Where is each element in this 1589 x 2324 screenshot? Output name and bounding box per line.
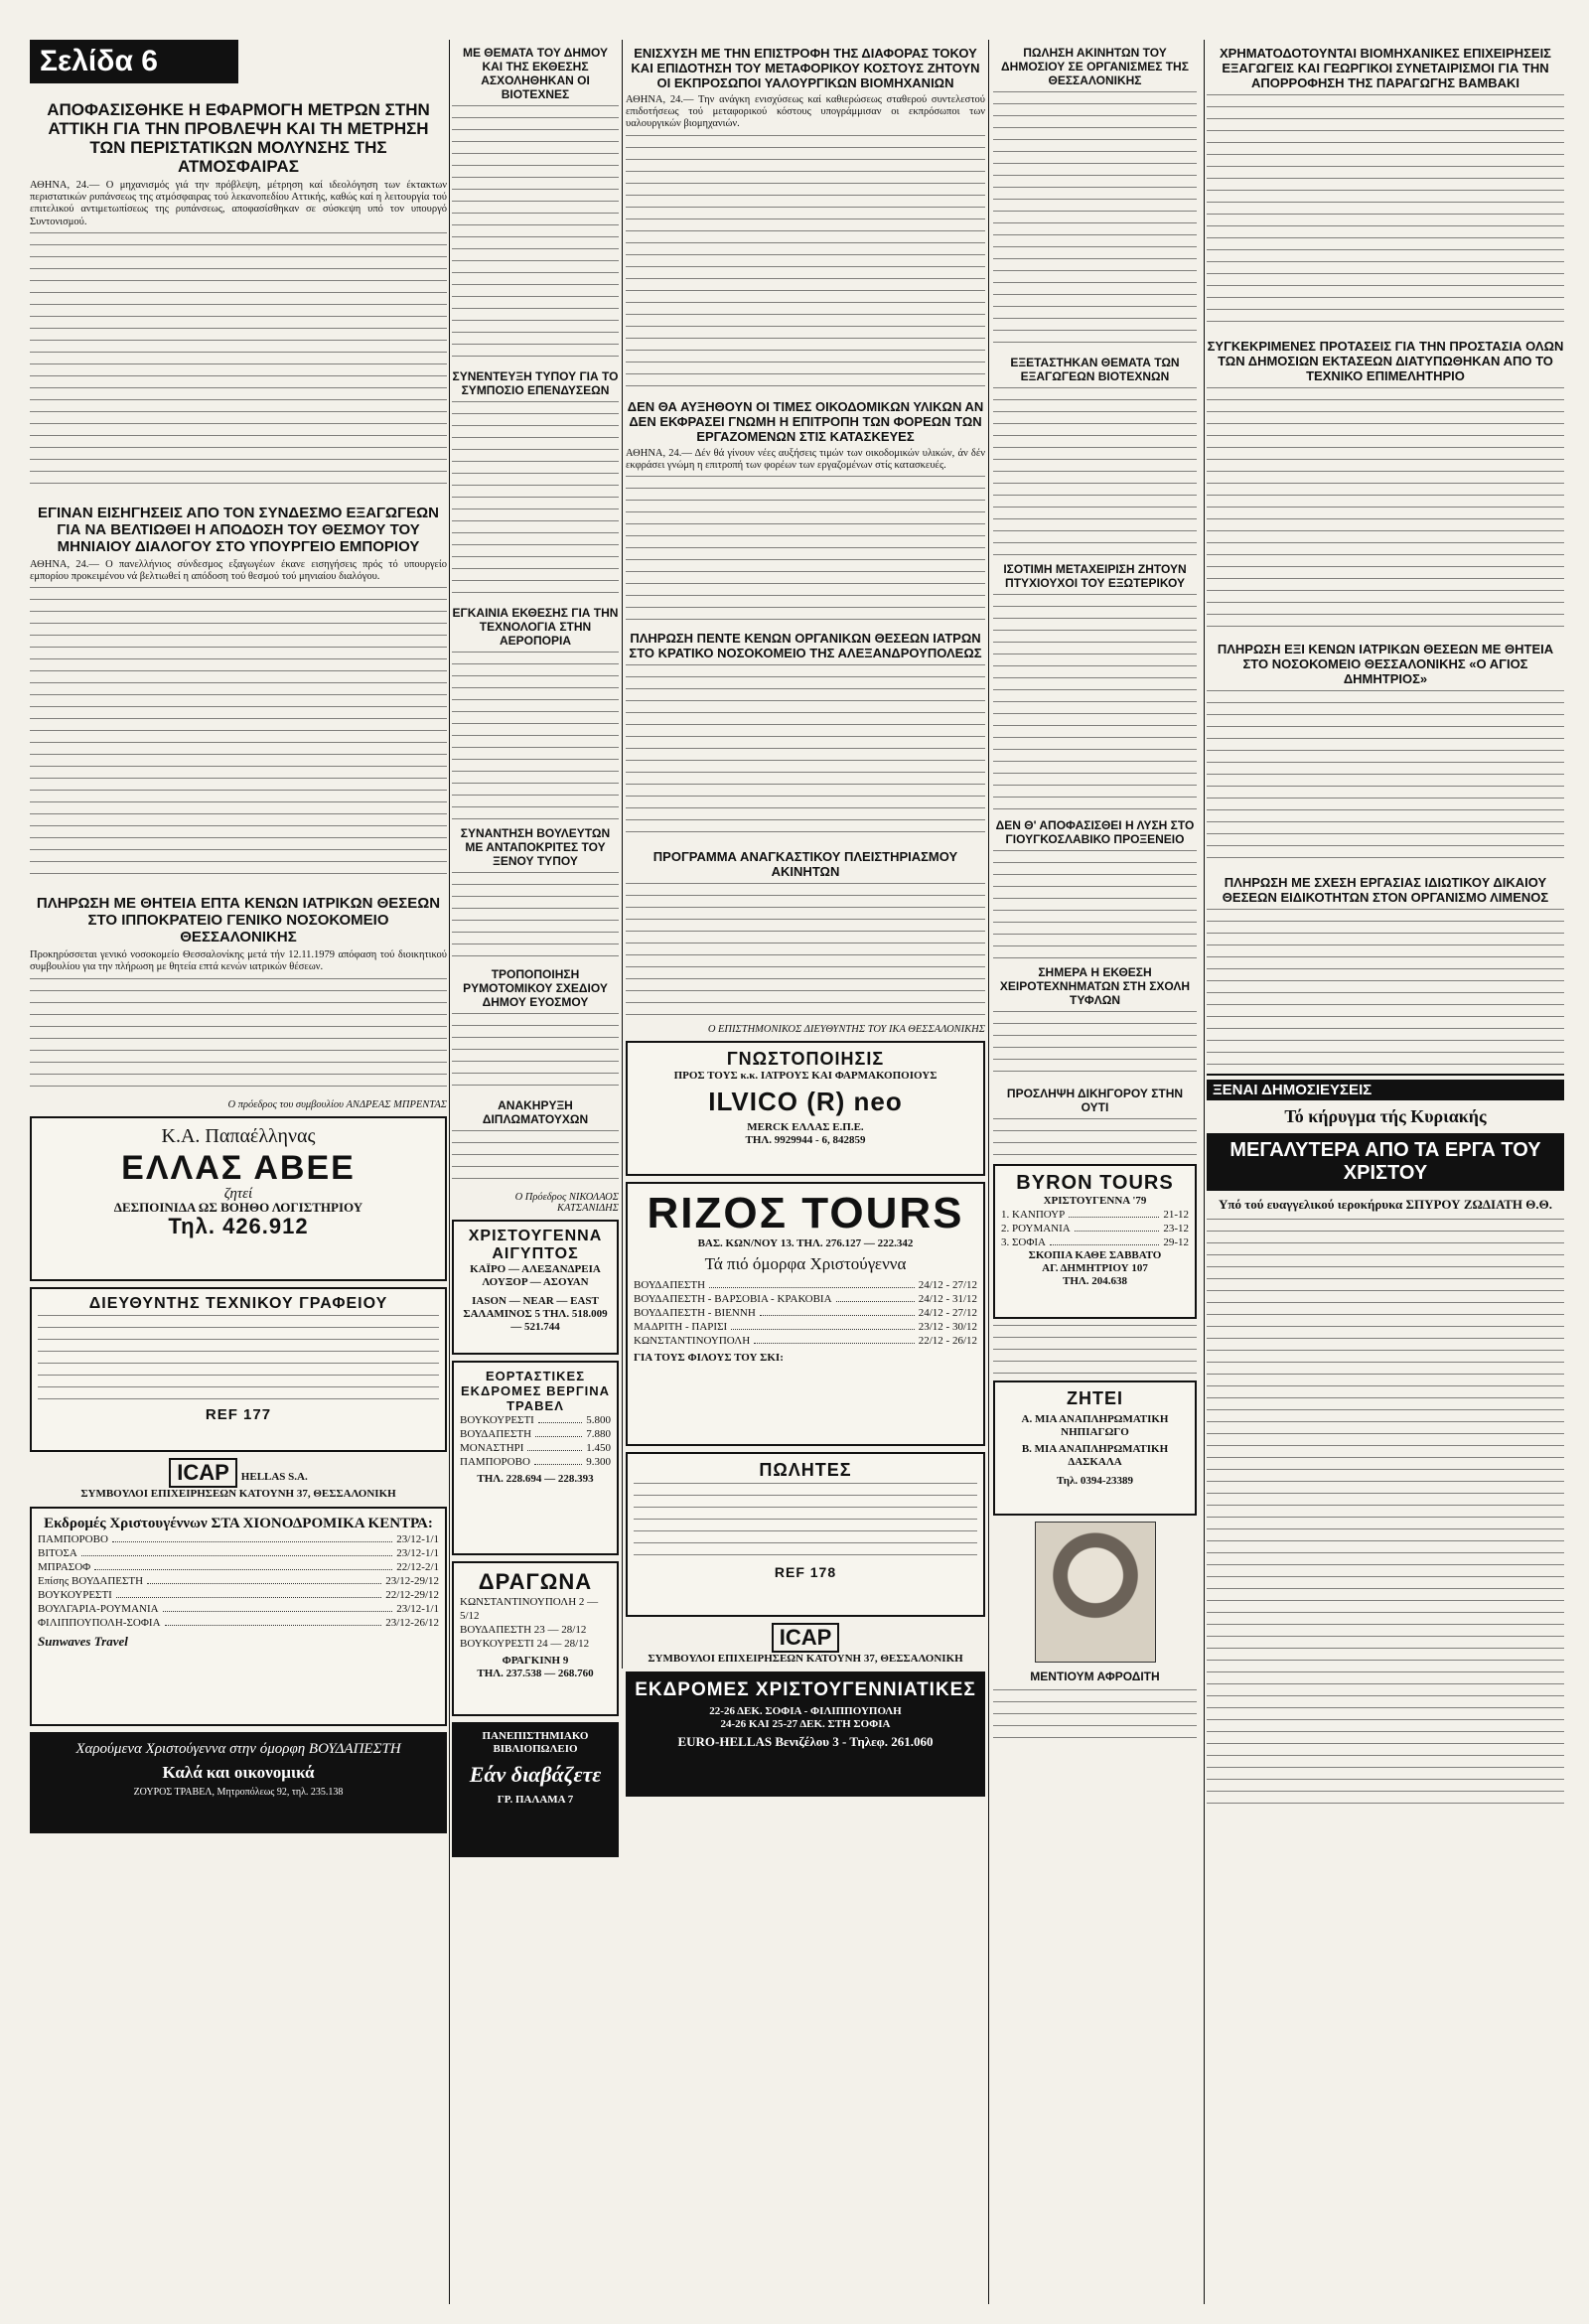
ad-row-value: 22/12-29/12 bbox=[385, 1588, 439, 1601]
ad-sub: ΧΡΙΣΤΟΥΓΕΝΝΑ '79 bbox=[1043, 1195, 1147, 1207]
ad-row bbox=[460, 1455, 611, 1469]
leader-dots bbox=[147, 1574, 381, 1584]
ad-line: 24-26 ΚΑΙ 25-27 ΔΕΚ. ΣΤΗ ΣΟΦΙΑ bbox=[720, 1718, 891, 1731]
leader-dots bbox=[538, 1413, 582, 1423]
leader-dots bbox=[754, 1334, 915, 1344]
ad-rows bbox=[460, 1595, 611, 1651]
ad-row-label: ΜΑΔΡΙΤΗ - ΠΑΡΙΣΙ bbox=[634, 1321, 728, 1334]
ad-ref: REF 178 bbox=[774, 1564, 837, 1581]
ad-row bbox=[460, 1595, 611, 1623]
article-body bbox=[993, 1118, 1197, 1158]
leader-dots bbox=[527, 1441, 582, 1451]
headline: ΕΞΕΤΑΣΤΗΚΑΝ ΘΕΜΑΤΑ ΤΩΝ ΕΞΑΓΩΓΕΩΝ ΒΙΟΤΕΧΝΩΝ bbox=[1010, 356, 1180, 383]
article-body bbox=[626, 664, 985, 843]
byline: Υπό τού ευαγγελικού ιεροκήρυκα ΣΠΥΡΟΥ ΖΩΔΙΑΤΗ Θ.Θ. bbox=[1218, 1197, 1552, 1212]
ad-product: ILVICO (R) neo bbox=[708, 1087, 903, 1117]
ad-row-value: 23/12 - 30/12 bbox=[918, 1321, 977, 1334]
article-body bbox=[30, 232, 447, 491]
ad-row-value: 21-12 bbox=[1163, 1209, 1189, 1221]
ad-phone: ΤΗΛ. 237.538 — 268.760 bbox=[477, 1668, 594, 1679]
headline: ΕΝΙΣΧΥΣΗ ΜΕ ΤΗΝ ΕΠΙΣΤΡΟΦΗ ΤΗΣ ΔΙΑΦΟΡΑΣ ΤΟΚΟΥ ΚΑΙ ΕΠΙΔΟΤΗΣΗ ΤΟΥ ΜΕΤΑΦΟΡΙΚΟΥ ΚΟΣΤΟΥΣ ΖΗΤΟΥΝ ΟΙ ΕΚΠΡΟΣΩΠΟΙ ΥΑΛΟΥΡΓΙΚΩΝ ΒΙΟΜΗΧΑΝΙΩΝ bbox=[631, 46, 980, 90]
ad-row-label: ΒΟΥΔΑΠΕΣΤΗ - ΒΙΕΝΝΗ bbox=[634, 1307, 756, 1320]
headline: ΔΕΝ ΘΑ ΑΥΞΗΘΟΥΝ ΟΙ ΤΙΜΕΣ ΟΙΚΟΔΟΜΙΚΩΝ ΥΛΙΚΩΝ ΑΝ ΔΕΝ ΕΚΦΡΑΣΕΙ ΓΝΩΜΗ Η ΕΠΙΤΡΟΠΗ ΤΩΝ ΦΟΡΕΩΝ ΤΩΝ ΕΡΓΑΖΟΜΕΝΩΝ ΣΤΙΣ ΚΑΤΑΣΚΕΥΕΣ bbox=[627, 398, 984, 444]
ad-row-label: ΒΙΤΟΣΑ bbox=[38, 1546, 77, 1559]
ad-row bbox=[38, 1616, 439, 1630]
headline: ΧΡΗΜΑΤΟΔΟΤΟΥΝΤΑΙ ΒΙΟΜΗΧΑΝΙΚΕΣ ΕΠΙΧΕΙΡΗΣΕΙΣ ΕΞΑΓΩΓΕΙΣ ΚΑΙ ΓΕΩΡΓΙΚΟΙ ΣΥΝΕΤΑΙΡΙΣΜΟΙ ΓΙΑ ΤΗΝ ΑΠΟΡΡΟΦΗΣΗ ΤΗΣ ΠΑΡΑΓΩΓΗΣ ΒΑΜΒΑΚΙ bbox=[1220, 46, 1551, 90]
signature: Ο ΕΠΙΣΤΗΜΟΝΙΚΟΣ ΔΙΕΥΘΥΝΤΗΣ ΤΟΥ ΙΚΑ ΘΕΣΣΑΛΟΝΙΚΗΣ bbox=[707, 1024, 985, 1036]
leader-dots bbox=[731, 1320, 915, 1330]
ad-row-value: 1.450 bbox=[586, 1442, 611, 1454]
ad-row-label: ΠΑΜΠΟΡΟΒΟ bbox=[38, 1532, 108, 1545]
headline: ΤΡΟΠΟΠΟΙΗΣΗ ΡΥΜΟΤΟΜΙΚΟΥ ΣΧΕΔΙΟΥ ΔΗΜΟΥ ΕΥΟΣΜΟΥ bbox=[463, 967, 608, 1009]
ad-line: ΓΡ. ΠΑΛΑΜΑ 7 bbox=[497, 1794, 574, 1806]
headline: ΕΓΙΝΑΝ ΕΙΣΗΓΗΣΕΙΣ ΑΠΟ ΤΟΝ ΣΥΝΔΕΣΜΟ ΕΞΑΓΩΓΕΩΝ ΓΙΑ ΝΑ ΒΕΛΤΙΩΘΕΙ Η ΑΠΟΔΟΣΗ ΤΟΥ ΘΕΣΜΟΥ ΤΟΥ ΜΗΝΙΑΙΟΥ ΔΙΑΛΟΓΟΥ ΣΤΟ ΥΠΟΥΡΓΕΙΟ ΕΜΠΟΡΙΟΥ bbox=[38, 504, 439, 555]
column-2 bbox=[452, 40, 619, 1863]
article-body bbox=[30, 587, 447, 885]
ad-egypt bbox=[452, 1220, 619, 1355]
column-rule bbox=[449, 40, 450, 2304]
headline: ΜΕ ΘΕΜΑΤΑ ΤΟΥ ΔΗΜΟΥ ΚΑΙ ΤΗΣ ΕΚΘΕΣΗΣ ΑΣΧΟΛΗΘΗΚΑΝ ΟΙ ΒΙΟΤΕΧΝΕΣ bbox=[462, 46, 609, 101]
ad-footer: ΣΚΟΠΙΑ ΚΑΘΕ ΣΑΒΒΑΤΟ bbox=[1028, 1249, 1162, 1261]
ad-title: ΠΩΛΗΤΕΣ bbox=[759, 1460, 852, 1481]
ad-rows bbox=[38, 1532, 439, 1630]
article-body bbox=[993, 850, 1197, 959]
ad-line: ΠΑΝΕΠΙΣΤΗΜΙΑΚΟ ΒΙΒΛΙΟΠΩΛΕΙΟ bbox=[482, 1730, 589, 1755]
ad-technical-director bbox=[30, 1287, 447, 1452]
ad-row bbox=[1001, 1235, 1189, 1249]
headline: ΙΣΟΤΙΜΗ ΜΕΤΑΧΕΙΡΙΣΗ ΖΗΤΟΥΝ ΠΤΥΧΙΟΥΧΟΙ ΤΟΥ ΕΞΩΤΕΡΙΚΟΥ bbox=[1003, 562, 1187, 590]
ad-row-label: ΒΟΥΔΑΠΕΣΤΗ - ΒΑΡΣΟΒΙΑ - ΚΡΑΚΟΒΙΑ bbox=[634, 1293, 832, 1306]
ad-title: ΕΚΔΡΟΜΕΣ ΧΡΙΣΤΟΥΓΕΝΝΙΑΤΙΚΕΣ bbox=[635, 1679, 976, 1701]
ad-row-label: ΦΙΛΙΠΠΟΥΠΟΛΗ-ΣΟΦΙΑ bbox=[38, 1616, 161, 1629]
ad-title: ΕΟΡΤΑΣΤΙΚΕΣ ΕΚΔΡΟΜΕΣ ΒΕΡΓΙΝΑ ΤΡΑΒΕΛ bbox=[460, 1369, 611, 1413]
ad-row-label: ΠΑΜΠΟΡΟΒΟ bbox=[460, 1456, 530, 1468]
leader-dots bbox=[165, 1616, 382, 1626]
ad-vergina-travel bbox=[452, 1361, 619, 1555]
article-body bbox=[1207, 1219, 1564, 1815]
ad-row-value: 23/12-1/1 bbox=[396, 1602, 439, 1615]
leader-dots bbox=[709, 1278, 915, 1288]
sermon-section bbox=[1207, 1074, 1564, 1815]
ad-christmas-trips bbox=[626, 1671, 985, 1797]
ad-item: Α. ΜΙΑ ΑΝΑΠΛΗΡΩΜΑΤΙΚΗ ΝΗΠΙΑΓΩΓΟ bbox=[1021, 1413, 1169, 1438]
ad-ref: REF 177 bbox=[205, 1405, 272, 1423]
ad-phone: Τηλ. 0394-23389 bbox=[1056, 1475, 1134, 1487]
ad-row-label: ΜΠΡΑΣΟΦ bbox=[38, 1560, 91, 1573]
ad-row bbox=[634, 1278, 977, 1292]
ad-sub: ΠΡΟΣ ΤΟΥΣ κ.κ. ΙΑΤΡΟΥΣ ΚΑΙ ΦΑΡΜΑΚΟΠΟΙΟΥΣ bbox=[673, 1070, 938, 1083]
ad-row bbox=[634, 1320, 977, 1334]
ad-rows bbox=[460, 1413, 611, 1469]
column-rule bbox=[988, 40, 989, 2304]
article-body bbox=[626, 135, 985, 393]
column-5 bbox=[1207, 40, 1564, 1816]
ad-row-value: 7.880 bbox=[586, 1428, 611, 1440]
ad-row bbox=[634, 1334, 977, 1348]
ad-row bbox=[38, 1588, 439, 1602]
article-body bbox=[452, 105, 619, 363]
ad-rows bbox=[1001, 1208, 1189, 1249]
ad-brand: Sunwaves Travel bbox=[38, 1633, 128, 1649]
ad-row bbox=[634, 1292, 977, 1306]
ad-row-label: ΒΟΥΚΟΥΡΕΣΤΙ 24 — 28/12 bbox=[460, 1638, 590, 1650]
ad-row-value: 29-12 bbox=[1163, 1236, 1189, 1248]
article-body bbox=[452, 652, 619, 820]
ad-row-value: 23/12-1/1 bbox=[396, 1546, 439, 1559]
ad-sub: ΚΑΪΡΟ — ΑΛΕΞΑΝΔΡΕΙΑ ΛΟΥΞΟΡ — ΑΣΟΥΑΝ bbox=[470, 1263, 601, 1288]
signature: Ο Πρόεδρος ΝΙΚΟΛΑΟΣ ΚΑΤΣΑΝΙΔΗΣ bbox=[514, 1192, 619, 1214]
ad-phone: Τηλ. 426.912 bbox=[168, 1213, 309, 1238]
ad-ski: ΓΙΑ ΤΟΥΣ ΦΙΛΟΥΣ ΤΟΥ ΣΚΙ: bbox=[634, 1352, 784, 1365]
column-1 bbox=[30, 94, 447, 1839]
icap-ad bbox=[30, 1458, 447, 1501]
ad-row-label: ΒΟΥΚΟΥΡΕΣΤΙ bbox=[38, 1588, 112, 1601]
headline: ΔΕΝ Θ' ΑΠΟΦΑΣΙΣΘΕΙ Η ΛΥΣΗ ΣΤΟ ΓΙΟΥΓΚΟΣΛΑΒΙΚΟ ΠΡΟΞΕΝΕΙΟ bbox=[995, 818, 1195, 846]
ad-row-value: 22/12 - 26/12 bbox=[918, 1335, 977, 1348]
leader-dots bbox=[1050, 1235, 1159, 1245]
headline: ΠΛΗΡΩΣΗ ΜΕ ΣΧΕΣΗ ΕΡΓΑΣΙΑΣ ΙΔΙΩΤΙΚΟΥ ΔΙΚΑΙΟΥ ΘΕΣΕΩΝ ΕΙΔΙΚΟΤΗΤΩΝ ΣΤΟΝ ΟΡΓΑΝΙΣΜΟ ΛΙΜΕΝΟΣ bbox=[1222, 875, 1549, 905]
headline: ΠΛΗΡΩΣΗ ΜΕ ΘΗΤΕΙΑ ΕΠΤΑ ΚΕΝΩΝ ΙΑΤΡΙΚΩΝ ΘΕΣΕΩΝ ΣΤΟ ΙΠΠΟΚΡΑΤΕΙΟ ΓΕΝΙΚΟ ΝΟΣΟΚΟΜΕΙΟ ΘΕΣΣΑΛΟΝΙΚΗΣ bbox=[36, 895, 441, 946]
headline: ΠΛΗΡΩΣΗ ΕΞΙ ΚΕΝΩΝ ΙΑΤΡΙΚΩΝ ΘΕΣΕΩΝ ΜΕ ΘΗΤΕΙΑ ΣΤΟ ΝΟΣΟΚΟΜΕΙΟ ΘΕΣΣΑΛΟΝΙΚΗΣ «Ο ΑΓΙΟΣ ΔΗΜΗΤΡΙΟΣ» bbox=[1217, 642, 1554, 686]
headline: ΣΗΜΕΡΑ Η ΕΚΘΕΣΗ ΧΕΙΡΟΤΕΧΝΗΜΑΤΩΝ ΣΤΗ ΣΧΟΛΗ ΤΥΦΛΩΝ bbox=[999, 965, 1191, 1007]
ad-row bbox=[1001, 1222, 1189, 1235]
article-text: ΑΘΗΝΑ, 24.— Ο μηχανισμός γιά την πρόβλεψη, μέτρηση καί ιδεολόγηση των έκτακτων περιστατικών ρυπάνσεως της ατμόσφαιρας τού λεκανοπεδίου Αττικής, καθώς καί η λειτουργία τού επιτελικού αντιμετωπίσεως της ρυπάνσεως, αποφασίσθηκαν σε σύσκεψη υπό τον υπουργό Συντονισμού. bbox=[30, 180, 447, 227]
ad-address: ΑΓ. ΔΗΜΗΤΡΙΟΥ 107 bbox=[1042, 1262, 1148, 1274]
ad-line: Εάν διαβάζετε bbox=[469, 1762, 602, 1787]
leader-dots bbox=[112, 1532, 392, 1542]
headline: ΠΡΟΓΡΑΜΜΑ ΑΝΑΓΚΑΣΤΙΚΟΥ ΠΛΕΙΣΤΗΡΙΑΣΜΟΥ ΑΚΙΝΗΤΩΝ bbox=[652, 849, 958, 880]
ad-row-label: ΒΟΥΔΑΠΕΣΤΗ bbox=[634, 1279, 706, 1292]
ad-line: Καλά και οικονομικά bbox=[162, 1762, 315, 1782]
ad-title: Εκδρομές Χριστουγέννων ΣΤΑ ΧΙΟΝΟΔΡΟΜΙΚΑ ΚΕΝΤΡΑ: bbox=[44, 1515, 433, 1531]
ad-row-label: 3. ΣΟΦΙΑ bbox=[1001, 1236, 1046, 1248]
article-body bbox=[993, 91, 1197, 350]
headline: ΣΥΝΑΝΤΗΣΗ ΒΟΥΛΕΥΤΩΝ ΜΕ ΑΝΤΑΠΟΚΡΙΤΕΣ ΤΟΥ ΞΕΝΟΥ ΤΥΠΟΥ bbox=[460, 826, 611, 868]
leader-dots bbox=[535, 1427, 582, 1437]
ad-row-value: 24/12 - 27/12 bbox=[918, 1307, 977, 1320]
ad-row-label: ΚΩΝΣΤΑΝΤΙΝΟΥΠΟΛΗ 2 — 5/12 bbox=[460, 1596, 599, 1622]
icap-logo: ICAP bbox=[772, 1623, 840, 1653]
ad-row-value: 22/12-2/1 bbox=[396, 1560, 439, 1573]
kicker: Τό κήρυγμα τής Κυριακής bbox=[1284, 1106, 1487, 1126]
ad-slogan: Τά πιό όμορφα Χριστούγεννα bbox=[704, 1254, 907, 1274]
icap-text: ΣΥΜΒΟΥΛΟΙ ΕΠΙΧΕΙΡΗΣΕΩΝ ΚΑΤΟΥΝΗ 37, ΘΕΣΣΑΛΟΝΙΚΗ bbox=[648, 1653, 963, 1666]
leader-dots bbox=[534, 1455, 582, 1465]
ad-row-value: 23/12-26/12 bbox=[385, 1616, 439, 1629]
ad-rizos-tours bbox=[626, 1182, 985, 1446]
leader-dots bbox=[836, 1292, 915, 1302]
ad-bookstore bbox=[452, 1722, 619, 1857]
ad-item: Β. ΜΙΑ ΑΝΑΠΛΗΡΩΜΑΤΙΚΗ ΔΑΣΚΑΛΑ bbox=[1021, 1443, 1169, 1468]
ad-row-label: ΒΟΥΔΑΠΕΣΤΗ bbox=[460, 1428, 532, 1440]
article-text: ΑΘΗΝΑ, 24.— Την ανάγκη ενισχύσεως καί καθιερώσεως σταθερού συντελεστού επιδοτήσεως τού μεταφορικού κόστους υπογράμμισαν οι εκπρόσωποι των υαλουργικών βιομηχανιών. bbox=[626, 94, 985, 130]
article-body bbox=[993, 1011, 1197, 1081]
ad-row-label: Επίσης ΒΟΥΔΑΠΕΣΤΗ bbox=[38, 1574, 144, 1587]
article-body bbox=[993, 387, 1197, 556]
ad-salesmen bbox=[626, 1452, 985, 1617]
page-label: Σελίδα 6 bbox=[30, 40, 238, 83]
column-3 bbox=[626, 40, 985, 1803]
ad-row-value: 24/12 - 27/12 bbox=[918, 1279, 977, 1292]
headline: ΜΕΓΑΛΥΤΕΡΑ ΑΠΟ ΤΑ ΕΡΓΑ ΤΟΥ ΧΡΙΣΤΟΥ bbox=[1207, 1133, 1564, 1191]
ad-line: Χαρούμενα Χριστούγεννα στην όμορφη ΒΟΥΔΑΠΕΣΤΗ bbox=[75, 1740, 401, 1757]
article-body bbox=[1207, 690, 1564, 869]
ad-title: ΧΡΙΣΤΟΥΓΕΝΝΑ ΑΙΓΥΠΤΟΣ bbox=[468, 1228, 603, 1262]
ad-name: Κ.Α. Παπαέλληνας bbox=[161, 1124, 316, 1147]
article-text: Προκηρύσσεται γενικό νοσοκομείο Θεσσαλονίκης μετά τήν 12.11.1979 απόφαση τού διοικητικού συμβουλίου για την πλήρωση με θητεία επτά κενών ιατρικών θέσεων. bbox=[30, 949, 447, 973]
article-body bbox=[452, 872, 619, 961]
ad-teachers-wanted bbox=[993, 1380, 1197, 1516]
ad-row-label: ΚΩΝΣΤΑΝΤΙΝΟΥΠΟΛΗ bbox=[634, 1335, 751, 1348]
ad-address: ΒΑΣ. ΚΩΝ/ΝΟΥ 13. ΤΗΛ. 276.127 — 222.342 bbox=[697, 1237, 914, 1250]
article-body bbox=[1207, 909, 1564, 1068]
ad-row-label: 2. ΡΟΥΜΑΝΙΑ bbox=[1001, 1223, 1071, 1235]
article-body bbox=[626, 476, 985, 625]
ad-dragona bbox=[452, 1561, 619, 1716]
ad-seek: ζητεί bbox=[223, 1185, 253, 1202]
leader-dots bbox=[81, 1546, 392, 1556]
headline: ΠΡΟΣΛΗΨΗ ΔΙΚΗΓΟΡΟΥ ΣΤΗΝ ΟΥΤΙ bbox=[1006, 1087, 1184, 1114]
ad-title: ΔΙΕΥΘΥΝΤΗΣ ΤΕΧΝΙΚΟΥ ΓΡΑΦΕΙΟΥ bbox=[88, 1294, 388, 1312]
ad-row bbox=[634, 1306, 977, 1320]
article-text: ΑΘΗΝΑ, 24.— Ο πανελλήνιος σύνδεσμος εξαγωγέων έκανε εισηγήσεις πρός τό υπουργείο εμπορίου προκειμένου νά βελτιωθεί η απόδοση τού θεσμού τού μηνιαίου διαλόγου. bbox=[30, 558, 447, 583]
ad-budapest bbox=[30, 1732, 447, 1833]
leader-dots bbox=[163, 1602, 393, 1612]
article-body bbox=[626, 883, 985, 1022]
ad-title: ΖΗΤΕΙ bbox=[1067, 1388, 1123, 1408]
ad-row bbox=[38, 1574, 439, 1588]
leader-dots bbox=[1075, 1222, 1160, 1232]
section-label: ΞΕΝΑΙ ΔΗΜΟΣΙΕΥΣΕΙΣ bbox=[1207, 1080, 1564, 1100]
ad-phone: ΤΗΛ. 204.638 bbox=[1062, 1275, 1128, 1287]
ad-row-label: ΜΟΝΑΣΤΗΡΙ bbox=[460, 1442, 524, 1454]
article-body bbox=[452, 1130, 619, 1190]
ad-row-value: 23/12-1/1 bbox=[396, 1532, 439, 1545]
ad-ellas-abee bbox=[30, 1116, 447, 1281]
ad-row bbox=[1001, 1208, 1189, 1222]
headline: ΠΩΛΗΣΗ ΑΚΙΝΗΤΩΝ ΤΟΥ ΔΗΜΟΣΙΟΥ ΣΕ ΟΡΓΑΝΙΣΜΕΣ ΤΗΣ ΘΕΣΣΑΛΟΝΙΚΗΣ bbox=[1001, 46, 1189, 87]
leader-dots bbox=[760, 1306, 915, 1316]
article-body bbox=[1207, 94, 1564, 333]
signature: Ο πρόεδρος του συμβουλίου ΑΝΔΡΕΑΣ ΜΠΡΕΝΤΑΣ bbox=[227, 1098, 447, 1110]
headline: ΑΠΟΦΑΣΙΣΘΗΚΕ Η ΕΦΑΡΜΟΓΗ ΜΕΤΡΩΝ ΣΤΗΝ ΑΤΤΙΚΗ ΓΙΑ ΤΗΝ ΠΡΟΒΛΕΨΗ ΚΑΙ ΤΗ ΜΕΤΡΗΣΗ ΤΩΝ ΠΕΡΙΣΤΑΤΙΚΩΝ ΜΟΛΥΝΣΗΣ ΤΗΣ ΑΤΜΟΣΦΑΙΡΑΣ bbox=[47, 100, 430, 176]
ad-row bbox=[460, 1623, 611, 1637]
ad-row bbox=[38, 1546, 439, 1560]
ad-rows bbox=[634, 1278, 977, 1348]
article-body bbox=[30, 978, 447, 1097]
obituary-photo bbox=[1035, 1522, 1156, 1663]
ad-title: BYRON TOURS bbox=[1016, 1172, 1174, 1194]
ad-row bbox=[38, 1602, 439, 1616]
article-text: ΑΘΗΝΑ, 24.— Δέν θά γίνουν νέες αυξήσεις τιμών των οικοδομικών υλικών, άν δέν εκφράσει γνώμη η επιτροπή των φορέων των εργαζομένων στίς κατασκευές. bbox=[626, 447, 985, 471]
ad-footer: ΖΟΥΡΟΣ ΤΡΑΒΕΛ, Μητροπόλεως 92, τηλ. 235.138 bbox=[133, 1786, 344, 1798]
ad-row-value: 24/12 - 31/12 bbox=[918, 1293, 977, 1306]
ad-merck bbox=[626, 1041, 985, 1176]
ad-title: RIZOΣ TOURS bbox=[647, 1189, 964, 1238]
ad-row bbox=[38, 1532, 439, 1546]
ad-company: ΕΛΛΑΣ ΑΒΕΕ bbox=[121, 1148, 356, 1187]
leader-dots bbox=[1069, 1208, 1159, 1218]
ad-row bbox=[38, 1560, 439, 1574]
article-body bbox=[993, 1689, 1197, 1739]
headline: ΣΥΓΚΕΚΡΙΜΕΝΕΣ ΠΡΟΤΑΣΕΙΣ ΓΙΑ ΤΗΝ ΠΡΟΣΤΑΣΙΑ ΟΛΩΝ ΤΩΝ ΔΗΜΟΣΙΩΝ ΕΚΤΑΣΕΩΝ ΔΙΑΤΥΠΩΘΗΚΑΝ ΑΠΟ ΤΟ ΤΕΧΝΙΚΟ ΕΠΙΜΕΛΗΤΗΡΙΟ bbox=[1207, 339, 1564, 383]
ad-ski-trips bbox=[30, 1507, 447, 1726]
ad-line: 22-26 ΔΕΚ. ΣΟΦΙΑ - ΦΙΛΙΠΠΟΥΠΟΛΗ bbox=[709, 1705, 902, 1718]
ad-row bbox=[460, 1637, 611, 1651]
ad-title: ΔΡΑΓΩΝΑ bbox=[478, 1569, 593, 1594]
ad-body bbox=[634, 1483, 977, 1562]
leader-dots bbox=[94, 1560, 392, 1570]
article-body bbox=[1207, 387, 1564, 636]
headline: ΣΥΝΕΝΤΕΥΞΗ ΤΥΠΟΥ ΓΙΑ ΤΟ ΣΥΜΠΟΣΙΟ ΕΠΕΝΔΥΣΕΩΝ bbox=[452, 369, 619, 397]
obituary-name: ΜΕΝΤΙΟΥΜ ΑΦΡΟΔΙΤΗ bbox=[1030, 1670, 1160, 1683]
ad-row-value: 23-12 bbox=[1163, 1223, 1189, 1235]
ad-body bbox=[38, 1315, 439, 1404]
ad-row-value: 23/12-29/12 bbox=[385, 1574, 439, 1587]
ad-row-value: 9.300 bbox=[586, 1456, 611, 1468]
icap-text: ΣΥΜΒΟΥΛΟΙ ΕΠΙΧΕΙΡΗΣΕΩΝ ΚΑΤΟΥΝΗ 37, ΘΕΣΣΑΛΟΝΙΚΗ bbox=[80, 1487, 396, 1500]
headline: ΕΓΚΑΙΝΙΑ ΕΚΘΕΣΗΣ ΓΙΑ ΤΗΝ ΤΕΧΝΟΛΟΓΙΑ ΣΤΗΝ ΑΕΡΟΠΟΡΙΑ bbox=[452, 606, 619, 648]
article-body bbox=[993, 594, 1197, 812]
ad-row-label: ΒΟΥΔΑΠΕΣΤΗ 23 — 28/12 bbox=[460, 1624, 587, 1636]
column-rule bbox=[622, 40, 623, 1669]
icap-logo: ICAP bbox=[169, 1458, 237, 1488]
ad-row-label: ΒΟΥΛΓΑΡΙΑ-ΡΟΥΜΑΝΙΑ bbox=[38, 1602, 159, 1615]
ad-phone: ΤΗΛ. 9929944 - 6, 842859 bbox=[745, 1134, 866, 1147]
headline: ΠΛΗΡΩΣΗ ΠΕΝΤΕ ΚΕΝΩΝ ΟΡΓΑΝΙΚΩΝ ΘΕΣΕΩΝ ΙΑΤΡΩΝ ΣΤΟ ΚΡΑΤΙΚΟ ΝΟΣΟΚΟΜΕΙΟ ΤΗΣ ΑΛΕΞΑΝΔΡΟΥΠΟΛΕΩΣ bbox=[629, 631, 982, 661]
ad-footer: IASON — NEAR — EAST ΣΑΛΑΜΙΝΟΣ 5 ΤΗΛ. 518.009 — 521.744 bbox=[463, 1295, 608, 1333]
ad-role: ΔΕΣΠΟΙΝΙΔΑ ΩΣ ΒΟΗΘΟ ΛΟΓΙΣΤΗΡΙΟΥ bbox=[113, 1199, 363, 1215]
ad-footer: EURO-HELLAS Βενιζέλου 3 - Τηλεφ. 261.060 bbox=[677, 1734, 934, 1750]
article-body bbox=[452, 1013, 619, 1092]
ad-row-value: 5.800 bbox=[586, 1414, 611, 1426]
icap-sub: HELLAS S.A. bbox=[240, 1470, 308, 1483]
ad-phone: ΤΗΛ. 228.694 — 228.393 bbox=[477, 1473, 594, 1485]
ad-row bbox=[460, 1441, 611, 1455]
column-rule bbox=[1204, 40, 1205, 2304]
article-body bbox=[993, 1325, 1197, 1375]
ad-row-label: 1. ΚΑΝΠΟΥΡ bbox=[1001, 1209, 1066, 1221]
leader-dots bbox=[116, 1588, 381, 1598]
icap-ad bbox=[626, 1623, 985, 1666]
ad-byron-tours bbox=[993, 1164, 1197, 1319]
headline: ΑΝΑΚΗΡΥΞΗ ΔΙΠΛΩΜΑΤΟΥΧΩΝ bbox=[482, 1098, 589, 1126]
ad-row bbox=[460, 1413, 611, 1427]
column-4 bbox=[993, 40, 1197, 1741]
article-body bbox=[452, 401, 619, 600]
ad-row bbox=[460, 1427, 611, 1441]
ad-title: ΓΝΩΣΤΟΠΟΙΗΣΙΣ bbox=[726, 1049, 885, 1070]
ad-row-label: ΒΟΥΚΟΥΡΕΣΤΙ bbox=[460, 1414, 534, 1426]
ad-footer: ΦΡΑΓΚΙΝΗ 9 bbox=[502, 1655, 569, 1667]
ad-company: MERCK ΕΛΛΑΣ Ε.Π.Ε. bbox=[747, 1121, 864, 1134]
